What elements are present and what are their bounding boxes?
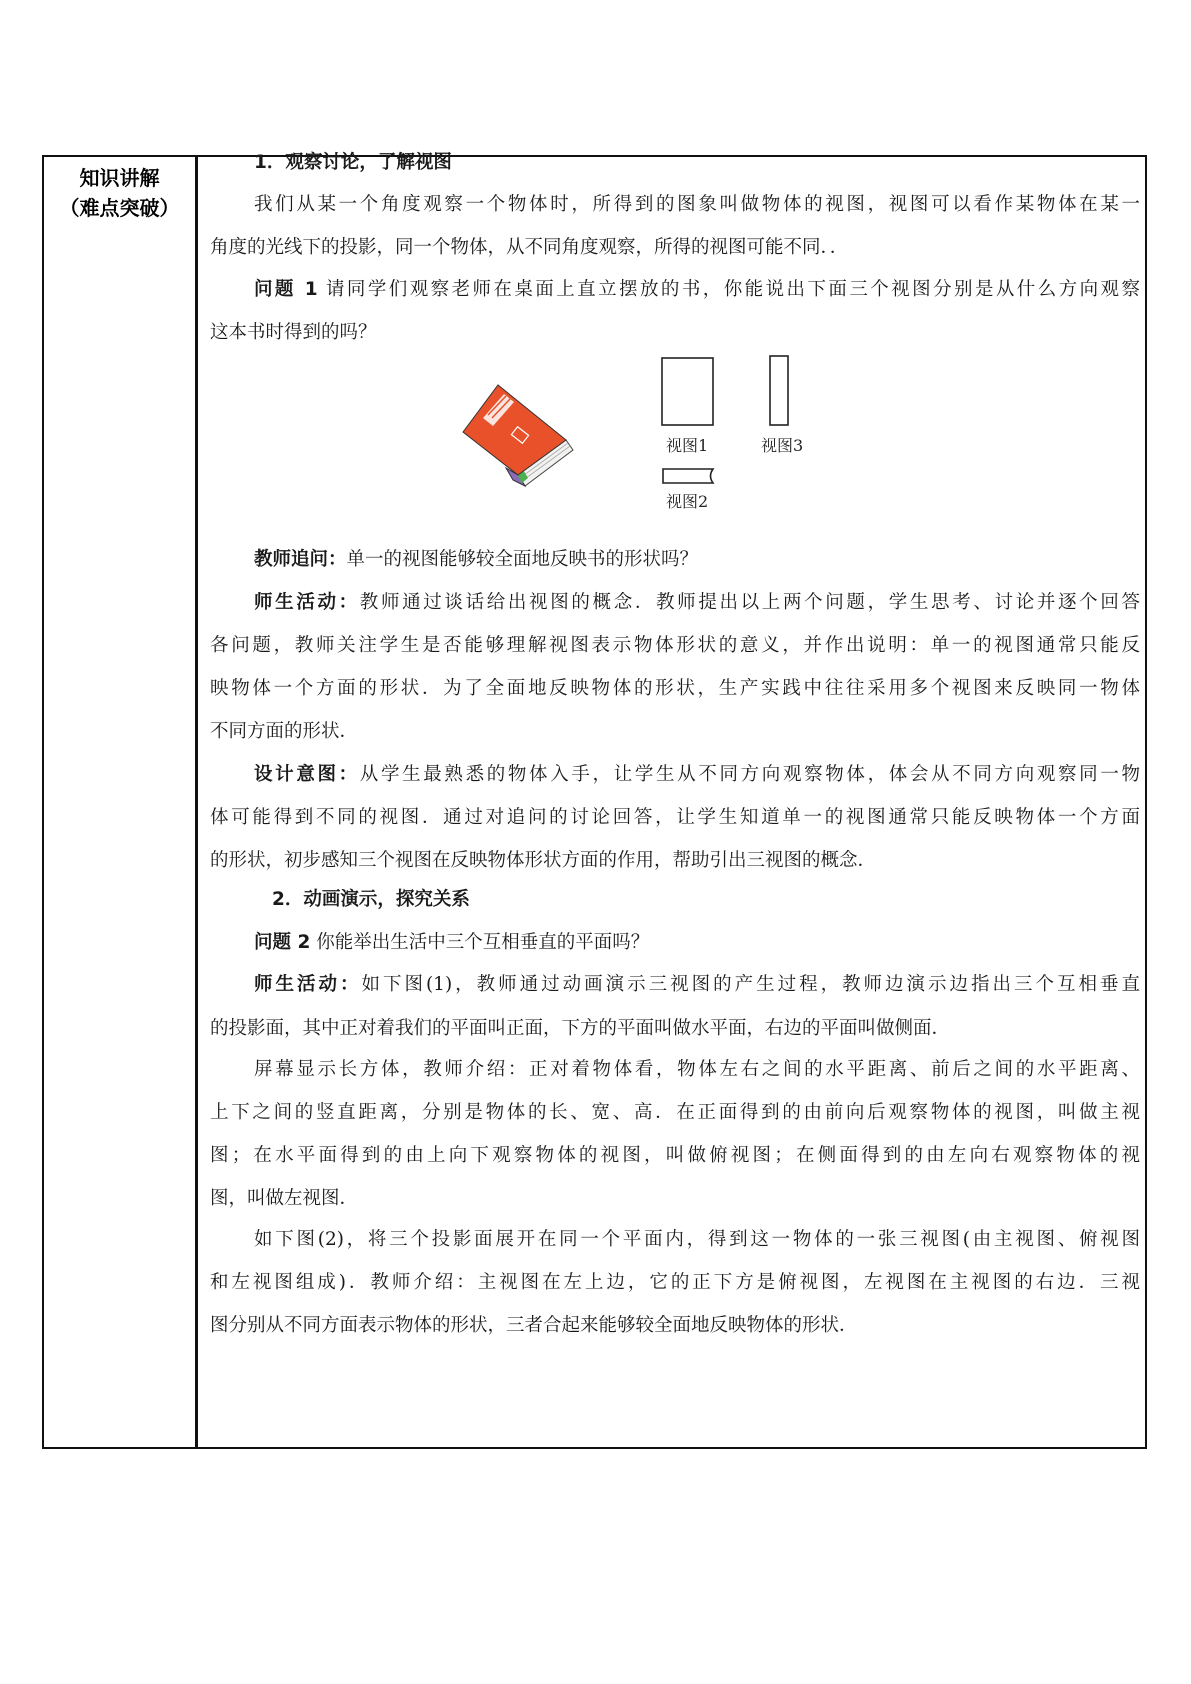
paragraph-line: 映物体一个方面的形状．为了全面地反映物体的形状，生产实践中往往采用多个视图来反映同一物体 [210,678,1140,699]
view-3-caption: 视图3 [761,436,804,455]
paragraph-line: 图，叫做左视图． [210,1188,359,1209]
view-2-caption: 视图2 [666,492,709,511]
view-1-caption: 视图1 [666,436,709,455]
paragraph-line: 上下之间的竖直距离，分别是物体的长、宽、高．在正面得到的由前向后观察物体的视图，叫做主视 [210,1102,1140,1123]
activity-label: 师生活动： [254,974,362,995]
paragraph-line: 各问题，教师关注学生是否能够理解视图表示物体形状的意义，并作出说明：单一的视图通常只能反 [210,635,1140,656]
table-column-divider [195,157,198,1447]
activity-label: 师生活动： [254,592,360,613]
section-2-heading: 2．动画演示，探究关系 [272,889,470,910]
section-1-heading: 1．观察讨论，了解视图 [254,152,452,173]
design-text: 从学生最熟悉的物体入手，让学生从不同方向观察物体，体会从不同方向观察同一物 [359,764,1140,785]
activity-1 [254,588,1140,618]
paragraph-line: 图分别从不同方面表示物体的形状，三者合起来能够较全面地反映物体的形状． [210,1315,858,1336]
question-1 [254,275,1140,305]
category-title: 知识讲解 [79,166,160,190]
paragraph-line: 这本书时得到的吗？ [210,322,377,343]
category-subtitle: （难点突破） [59,196,180,220]
design-intent [254,760,1140,790]
table-left-border [42,157,44,1447]
question-1-text: 请同学们观察老师在桌面上直立摆放的书，你能说出下面三个视图分别是从什么方向观察 [325,279,1140,300]
activity-2 [254,970,1140,1000]
table-right-border [1145,157,1147,1447]
paragraph-line: 的形状，初步感知三个视图在反映物体形状方面的作用，帮助引出三视图的概念． [210,850,877,871]
teacher-followup [254,545,698,575]
followup-text: 单一的视图能够较全面地反映书的形状吗？ [346,549,699,570]
paragraph-line: 角度的光线下的投影，同一个物体，从不同角度观察，所得的视图可能不同．． [210,237,849,258]
paragraph-line: 体可能得到不同的视图．通过对追问的讨论回答，让学生知道单一的视图通常只能反映物体一个方面 [210,807,1140,828]
book-views-figure [468,355,858,525]
question-2 [254,928,649,958]
view-3-shape [769,355,799,430]
question-2-text: 你能举出生活中三个互相垂直的平面吗？ [316,932,650,953]
paragraph-line: 图；在水平面得到的由上向下观察物体的视图，叫做俯视图；在侧面得到的由左向右观察物体的视 [210,1145,1140,1166]
question-2-label: 问题 2 [254,932,311,953]
paragraph-line: 和左视图组成)．教师介绍：主视图在左上边，它的正下方是俯视图，左视图在主视图的右边．三视 [210,1272,1140,1293]
view-2-shape [661,467,721,489]
book-image [458,380,578,500]
design-label: 设计意图： [254,764,360,785]
paragraph-line: 的投影面，其中正对着我们的平面叫正面，下方的平面叫做水平面，右边的平面叫做侧面． [210,1018,951,1039]
lesson-table [42,152,1147,1449]
paragraph-line: 我们从某一个角度观察一个物体时，所得到的图象叫做物体的视图，视图可以看作某物体在某一 [254,194,1140,215]
section-category-label [44,163,195,223]
activity-text: 教师通过谈话给出视图的概念．教师提出以上两个问题，学生思考、讨论并逐个回答 [359,592,1140,613]
paragraph-line: 不同方面的形状． [210,721,359,742]
followup-label: 教师追问： [254,549,347,570]
question-1-label: 问题 1 [254,279,318,300]
activity-text: 如下图(1)，教师通过动画演示三视图的产生过程，教师边演示边指出三个互相垂直 [361,974,1140,995]
paragraph-line: 屏幕显示长方体，教师介绍：正对着物体看，物体左右之间的水平距离、前后之间的水平距离、 [254,1059,1140,1080]
paragraph-line: 如下图(2)，将三个投影面展开在同一个平面内，得到这一物体的一张三视图(由主视图、俯视图 [254,1229,1140,1250]
view-1-shape [661,357,721,432]
